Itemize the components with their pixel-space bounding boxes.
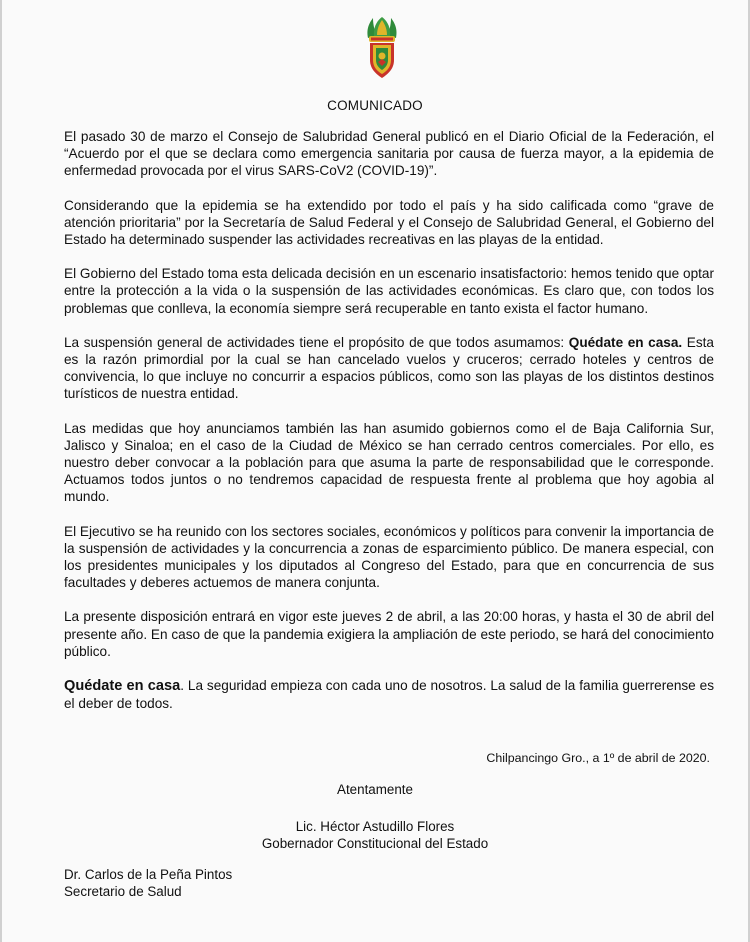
paragraph-5: Las medidas que hoy anunciamos también las han asumido gobiernos como el de Baja California Sur, Jalisco y Sinaloa; en el caso de la Ciudad de México se han cerrado centros comerciales. Por ello, es nuestro deber convocar a la población para que asuma la parte de responsabilidad que le corresponde. Actuamos todos juntos o no tendremos capacidad de respuesta frente al problema que hoy agobia al mundo. <box>64 420 714 505</box>
signatory-block <box>2 818 748 852</box>
secretary-block <box>64 866 232 900</box>
paragraph-2: Considerando que la epidemia se ha extendido por todo el país y ha sido calificada como “grave de atención prioritaria” por la Secretaría de Salud Federal y el Consejo de Salubridad General, el Gobierno del Estado ha determinado suspender las actividades recreativas en las playas de la entidad. <box>64 197 714 248</box>
document-title: COMUNICADO <box>327 98 423 113</box>
paragraph-4-lead: La suspensión general de actividades tiene el propósito de que todos asumamos: <box>64 334 569 350</box>
closing-paragraph <box>64 677 714 712</box>
closing-emphasis: Quédate en casa <box>64 678 181 695</box>
regards: Atentamente <box>337 782 413 797</box>
state-coat-of-arms-icon <box>364 16 400 80</box>
paragraph-3: El Gobierno del Estado toma esta delicada decisión en un escenario insatisfactorio: hemos tenido que optar entre la protección a la vida o la suspensión de las actividades económicas. Es claro que, con todos los problemas que conlleva, la economía siempre será recuperable en tanto exista el factor humano. <box>64 266 714 316</box>
place-date: Chilpancingo Gro., a 1º de abril de 2020. <box>486 751 710 765</box>
paragraph-1: El pasado 30 de marzo el Consejo de Salubridad General publicó en el Diario Oficial de la Federación, el “Acuerdo por el que se declara como emergencia sanitaria por causa de fuerza mayor, a la epidemia de enfermedad provocada por el virus SARS-CoV2 (COVID-19)”. <box>64 129 714 179</box>
signatory-title: Gobernador Constitucional del Estado <box>261 836 489 851</box>
signatory-name: Lic. Héctor Astudillo Flores <box>295 819 455 834</box>
secretary-title: Secretario de Salud <box>64 884 182 899</box>
closing-rest: . La seguridad empieza con cada uno de nosotros. La salud de la familia guerrerense es el deber de todos. <box>64 678 714 712</box>
secretary-name: Dr. Carlos de la Peña Pintos <box>64 867 233 882</box>
paragraph-4-rest: Esta es la razón primordial por la cual se han cancelado vuelos y cruceros; cerrado hoteles y centros de convivencia, lo que incluye no concurrir a espacios públicos, como son las playas de los distintos destinos turísticos de nuestra entidad. <box>64 334 714 402</box>
paragraph-7: La presente disposición entrará en vigor este jueves 2 de abril, a las 20:00 horas, y hasta el 30 de abril del presente año. En caso de que la pandemia exigiera la ampliación de este periodo, se hará del conocimiento público. <box>64 609 714 659</box>
paragraph-6: El Ejecutivo se ha reunido con los sectores sociales, económicos y políticos para convenir la importancia de la suspensión de actividades y la concurrencia a zonas de esparcimiento público. De manera especial, con los presidentes municipales y los diputados al Congreso del Estado, para que en concurrencia de sus facultades y deberes actuemos de manera conjunta. <box>64 523 714 591</box>
stay-home-emphasis: Quédate en casa. <box>568 334 683 350</box>
document-body <box>64 128 714 729</box>
paragraph-4 <box>64 334 714 403</box>
